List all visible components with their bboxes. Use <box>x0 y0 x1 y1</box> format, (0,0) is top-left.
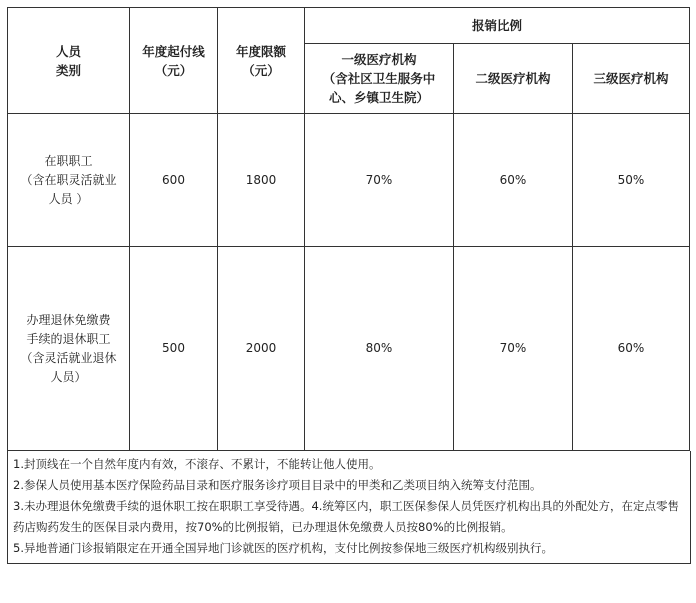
header-level2: 二级医疗机构 <box>454 44 573 114</box>
cell-level1: 70% <box>305 114 454 247</box>
table-row <box>8 247 690 451</box>
header-row-top <box>8 8 690 44</box>
cell-cap: 2000 <box>218 247 305 451</box>
reimbursement-table <box>7 7 690 451</box>
cell-deductible: 600 <box>130 114 218 247</box>
cell-level2: 60% <box>454 114 573 247</box>
header-cap: 年度限额 （元） <box>218 8 305 114</box>
note-item: 1.封顶线在一个自然年度内有效，不滚存、不累计，不能转让他人使用。 <box>13 457 381 471</box>
table-row <box>8 114 690 247</box>
note-item: 2.参保人员使用基本医疗保险药品目录和医疗服务诊疗项目目录中的甲类和乙类项目纳入统筹支付范围。 <box>13 478 542 492</box>
note-item: 3.未办理退休免缴费手续的退休职工按在职职工享受待遇。4.统筹区内，职工医保参保人员凭医疗机构出具的外配处方，在定点零售药店购药发生的医保目录内费用，按70%的比例报销，已办理退休免缴费人员按80%的比例报销。 <box>13 499 679 534</box>
header-ratio-group: 报销比例 <box>305 8 690 44</box>
cell-level1: 80% <box>305 247 454 451</box>
note-item: 5.异地普通门诊报销限定在开通全国异地门诊就医的医疗机构，支付比例按参保地三级医疗机构级别执行。 <box>13 541 553 555</box>
header-category: 人员 类别 <box>8 8 130 114</box>
cell-level3: 60% <box>573 247 690 451</box>
cell-cap: 1800 <box>218 114 305 247</box>
reimbursement-document <box>7 7 689 564</box>
cell-level3: 50% <box>573 114 690 247</box>
header-level1: 一级医疗机构 （含社区卫生服务中 心、乡镇卫生院） <box>305 44 454 114</box>
cell-category: 在职职工 （含在职灵活就业 人员 ） <box>8 114 130 247</box>
header-deductible: 年度起付线 （元） <box>130 8 218 114</box>
header-level3: 三级医疗机构 <box>573 44 690 114</box>
notes-box <box>7 451 691 564</box>
cell-deductible: 500 <box>130 247 218 451</box>
cell-level2: 70% <box>454 247 573 451</box>
cell-category: 办理退休免缴费 手续的退休职工 （含灵活就业退休 人员） <box>8 247 130 451</box>
